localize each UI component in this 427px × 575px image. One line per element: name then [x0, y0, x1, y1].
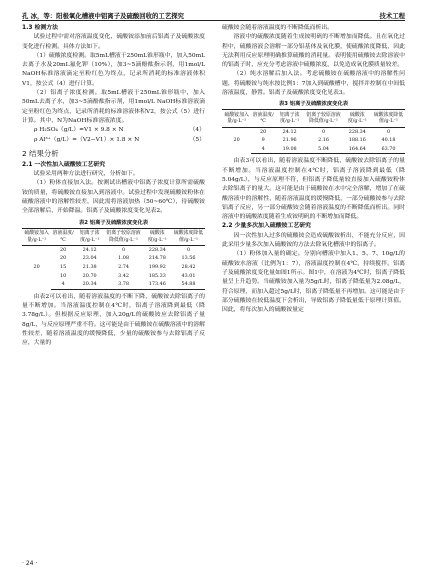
table-cell: 228.34: [148, 246, 166, 253]
equation-number: （4）: [189, 127, 205, 134]
table-cell-dose: 20: [233, 137, 240, 144]
table-cell: 214.78: [148, 255, 166, 262]
section-2-heading: 2 结果分析: [22, 148, 59, 158]
table-cell: 20: [60, 246, 67, 253]
column-header: 溶液温度/℃: [51, 228, 75, 245]
table-cell: 0: [321, 128, 326, 135]
section-1-3-heading: 1.3 检测方法: [22, 25, 59, 31]
table-header-row: [22, 228, 205, 245]
column-header: 硫酸浓度/g·L⁻¹: [143, 228, 172, 245]
table-cell: 0: [386, 128, 391, 135]
paragraph: （1）硫酸浓度检测。取5mL槽液于250mL锥形瓶中，加入50mL去离子水及20mL氟化钾（10%），加3~5滴酚酞指示剂，用1mol/L NaOH标准溶液滴定至粉红色为终点，记录所消耗的标准溶液体积V1，按公式（4）进行计算。: [22, 52, 205, 87]
section-2-2-heading: 2.2 少量多次加入硫酸铵工艺研究: [222, 223, 312, 230]
table-cell: 23.04: [82, 255, 97, 262]
table-2: [22, 228, 205, 290]
paragraph: （2）铝离子浓度检测。取5mL槽液于250mL锥形瓶中，加入50mL去离子水，加3~5滴酚酞指示剂，用1mol/L NaOH标准溶液滴定至粉红色为终点，记录所消耗的标准溶液体积V2，按公式（5）进行计算。其中，N为NaOH标准溶液浓度。: [22, 90, 205, 124]
table-cell: 9: [261, 137, 265, 144]
table-3-caption: 表3 铝离子及硫酸浓度变化表: [278, 101, 349, 108]
table-cell: 24.12: [82, 246, 97, 253]
table-cell: 5.04: [304, 145, 342, 154]
table-cell: 164.64: [343, 145, 372, 154]
equation-body: ρ H₂SO₄（g/L）=V1 × 9.8 × N: [34, 127, 124, 134]
table-cell-dose: 20: [33, 264, 40, 271]
column-header: 硫酸铵加入量/g·L⁻¹: [222, 110, 251, 127]
table-cell: 24.12: [282, 128, 297, 135]
paragraph: 硫酸铵会随着溶液温度的不断降低而析出。: [222, 25, 334, 31]
paragraph: 由表3可以看出，随着溶液温度不断降低，硫酸铵去除铝离子的量不断增加。当溶液温度控制在4℃时，铝离子溶液降到最低（降5.04g/L），与反应原理不符，但铝离子降低量较直接加入硫酸铵粉体去除铝离子的量大。这可能是由于硫酸铵在水中完全溶解，增加了在硫酸溶液中的溶解性，随着溶液温度的缓慢降低，一部分硫酸铵参与去除铝离子反应，另一部分硫酸铵会随着溶液温度的不断降低而析出。同时溶液中的硫酸浓度随着生成铵明矾的不断增加而降低。: [222, 158, 405, 221]
table-cell: 228.34: [348, 128, 366, 135]
header-title: 孔 冰，等：阳极氧化槽液中铝离子及硫酸回收的工艺探究: [22, 11, 184, 20]
table-cell: 4: [251, 145, 275, 154]
table-cell: 21.96: [282, 137, 297, 144]
right-column: [222, 24, 405, 315]
equation-4: [22, 126, 205, 135]
equation-5: [22, 136, 205, 145]
table-cell: 19.08: [275, 145, 304, 154]
table-cell: 0: [121, 246, 126, 253]
paragraph: （1）粉体直接加入法。按测试出槽液中铝离子浓度计算所需硫酸铵的质量，将硫酸铵直接加入到溶液中。试验过程中发现硫酸铵粉体在硫酸溶液中的溶解性较差，因此需将溶液加热（50~60℃），待硫酸铵全部溶解后，开始降温。铝离子及硫酸浓度变化见表2。: [22, 180, 205, 215]
table-cell: 3.78: [104, 280, 142, 289]
paragraph: （2）纯水溶解后加入法。考虑硫酸铵在硫酸溶液中的溶解性问题，将硫酸铵与纯水按比例1：7加入到硫酸槽中，搅拌并控制在中间低溶液温度，静置。铝离子及硫酸浓度变化见表3。: [222, 71, 405, 97]
table-cell: 21.38: [82, 264, 97, 271]
table-row: [22, 245, 205, 254]
column-header: 硫酸浓度降低值/g·L⁻¹: [172, 228, 205, 245]
column-header: 硫酸浓度降低值/g·L⁻¹: [372, 110, 405, 127]
table-cell: 20: [60, 255, 67, 262]
table-cell: 199.92: [148, 264, 166, 271]
table-cell: 13.56: [181, 255, 196, 262]
table-cell: 2.16: [318, 137, 329, 144]
table-cell: 20.34: [75, 280, 104, 289]
table-cell: 20: [260, 128, 267, 135]
section-2-1-heading: 2.1 一次性加入硫酸铵工艺研究: [22, 161, 106, 168]
equation-number: （5）: [189, 136, 205, 143]
column-header: 溶液温度/℃: [251, 110, 275, 127]
table-cell: 43.01: [181, 272, 196, 279]
column-header: 铝离子较原溶液降低值/g·L⁻¹: [304, 110, 342, 127]
equation-body: ρ Al³⁺（g/L）=（V2−V1）× 1.8 × N: [34, 136, 140, 143]
column-header: 铝离子浓度/g·L⁻¹: [75, 228, 104, 245]
page-number: · 24 ·: [22, 560, 38, 567]
table-header-row: [222, 110, 405, 127]
table-2-caption: 表2 铝离子及硫酸浓度变化表: [78, 219, 149, 226]
running-header: [22, 7, 405, 19]
column-header: 硫酸铵加入量/g·L⁻¹: [22, 228, 51, 245]
header-section: 技术工程: [379, 11, 405, 20]
table-cell: 63.70: [372, 145, 405, 154]
paragraph: 因一次性加入过多的硫酸铵会造成硫酸铵析出，不能充分反应，因此采用少量多次加入硫酸铵的方法去除氧化槽液中的铝离子。: [222, 232, 405, 249]
table-row: [222, 127, 405, 136]
table-cell: 10: [60, 272, 67, 279]
table-3: [222, 109, 405, 154]
table-cell: 4: [51, 280, 75, 289]
table-cell: 185.33: [148, 272, 166, 279]
paragraph: 试验过程中需对溶液温度变化、硫酸铵添加前后铝离子及硫酸浓度变化进行检测。具体方法如下。: [22, 34, 205, 50]
table-cell: 188.16: [348, 137, 366, 144]
column-header: 铝离子浓度/g·L⁻¹: [275, 110, 304, 127]
table-cell: 15: [60, 264, 67, 271]
table-cell: 20.70: [82, 272, 97, 279]
paragraph: 溶液中的硫酸浓度随着生成铵明矾的不断增加而降低。且在氧化过程中，硫酸溶液会溶解一部分铝基体及氧化膜，使硫酸浓度降低，因此无法利用反应原理明确推算硫酸的消耗量。表明使用硫酸铵去除溶液中的铝离子时，应充分考虑溶液中硫酸浓度，以免造成氧化膜质量较差。: [222, 34, 405, 69]
table-cell: 173.46: [143, 280, 172, 289]
table-cell: 54.88: [172, 280, 205, 289]
table-cell: 28.42: [181, 264, 196, 271]
column-header: 铝离子较原溶液降低值/g·L⁻¹: [104, 228, 142, 245]
left-column: [22, 24, 205, 349]
table-cell: 3.42: [118, 272, 129, 279]
table-cell: 40.18: [381, 137, 396, 144]
paragraph: 由表2可以看出，随着溶液温度的不断下降，硫酸铵去除铝离子的量不断增加。当溶液温度控制在4℃时，铝离子溶液降到最低（降3.78g/L）。但根据反应原理，加入20g/L的硫酸铵应去除铝离子量8g/L，与反应原理严重不符。这可能是由于硫酸铵在硫酸溶液中的溶解性较差，随着溶液温度的缓慢降低，少量的硫酸铵参与去除铝离子反应，大量的: [22, 293, 205, 347]
paragraph: 试验采用两种方法进行研究，分析如下。: [33, 171, 139, 178]
table-cell: 2.74: [118, 264, 129, 271]
table-cell: 1.08: [118, 255, 129, 262]
header-rule: [22, 20, 405, 21]
table-cell: 0: [186, 246, 191, 253]
column-header: 硫酸浓度/g·L⁻¹: [343, 110, 372, 127]
paragraph: （1）粉体加入量的确定。分别向槽液中加入1、5、7、10g/L的硫酸铵水溶液（比例为1：7），溶液温度控制在4℃，持续搅拌。铝离子及硫酸浓度变化量如图1所示。图1中，在溶液为4℃时，铝离子降低量呈上升趋势。当硫酸铵加入量为5g/L时，铝离子降低量为2.08g/L，符合原理，而加入超过5g/L时，铝离子降低量不再增加。这可能是由于部分硫酸铵在较低温度下会析出，导致铝离子降低量低于原理计算值。因此，将每次加入的硫酸铵量定: [222, 251, 405, 314]
